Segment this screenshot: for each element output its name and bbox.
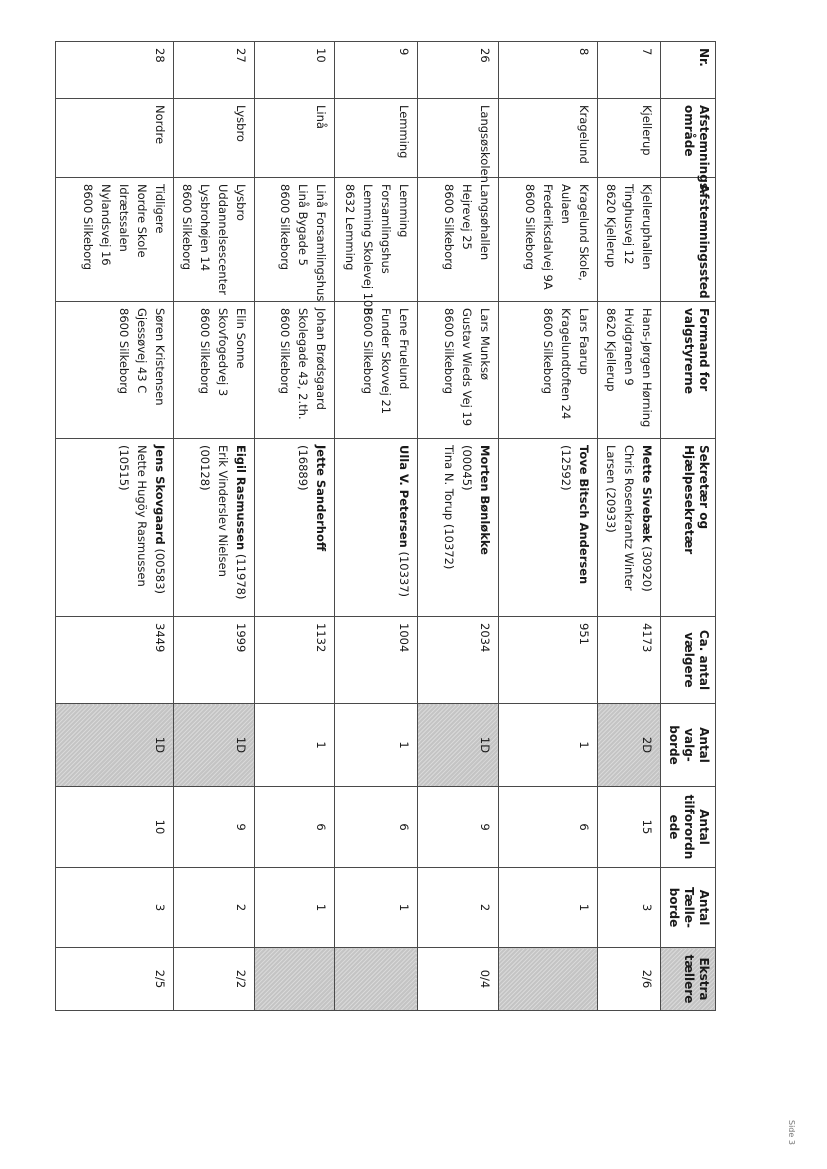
cell-formand: Lars Munksø Gustav Wieds Vej 19 8600 Silkeborg	[418, 302, 499, 439]
cell-ekstra-taellere: 2/5	[56, 948, 174, 1011]
cell-valgborde: 1D	[418, 704, 499, 787]
cell-valgborde: 1	[255, 704, 335, 787]
cell-omraade: Linå	[255, 99, 335, 178]
header-afstemningsomraade: Afstemnings- område	[661, 99, 716, 178]
cell-sekretaer: Jette Sanderhoff (16889)	[255, 439, 335, 617]
table-row	[255, 42, 335, 1129]
cell-vaelgere: 3449	[56, 617, 174, 704]
cell-tilforordnede: 6	[499, 787, 598, 868]
header-taelleborde: Antal Tælle- borde	[661, 868, 716, 948]
header-afstemningssted: Afstemningssted	[661, 178, 716, 302]
cell-omraade: Kjellerup	[598, 99, 661, 178]
cell-vaelgere: 1132	[255, 617, 335, 704]
cell-valgborde: 1	[335, 704, 418, 787]
cell-sekretaer: Eigil Rasmussen (11978) Erik Vinderslev Nielsen (00128)	[174, 439, 255, 617]
cell-tilforordnede: 15	[598, 787, 661, 868]
cell-vaelgere: 1004	[335, 617, 418, 704]
cell-valgborde: 1D	[174, 704, 255, 787]
cell-tilforordnede: 10	[56, 787, 174, 868]
cell-nr: 10	[255, 42, 335, 99]
header-formand: Formand for valgstyrerne	[661, 302, 716, 439]
cell-sekretaer: Ulla V. Petersen (10337)	[335, 439, 418, 617]
cell-taelleborde: 3	[598, 868, 661, 948]
cell-formand: Lene Fruelund Funder Skovvej 21 8600 Silkeborg	[335, 302, 418, 439]
table-row	[56, 42, 174, 1129]
cell-omraade: Kragelund	[499, 99, 598, 178]
cell-valgborde: 2D	[598, 704, 661, 787]
cell-taelleborde: 2	[174, 868, 255, 948]
cell-afstemningssted: Lemming Forsamlingshus Lemming Skolevej 10B 8632 Lemming	[335, 178, 418, 302]
cell-nr: 27	[174, 42, 255, 99]
cell-vaelgere: 1999	[174, 617, 255, 704]
cell-ekstra-taellere: 2/6	[598, 948, 661, 1011]
cell-vaelgere: 951	[499, 617, 598, 704]
cell-taelleborde: 1	[499, 868, 598, 948]
cell-formand: Johan Brødsgaard Skolegade 43, 2.th. 8600 Silkeborg	[255, 302, 335, 439]
table-row	[598, 42, 661, 1129]
cell-afstemningssted: Tidligere Nordre Skole Idrætssalen Nylandsvej 16 8600 Silkeborg	[56, 178, 174, 302]
cell-valgborde: 1	[499, 704, 598, 787]
header-ekstra-taellere: Ekstra tællere	[661, 948, 716, 1011]
cell-tilforordnede: 6	[255, 787, 335, 868]
cell-nr: 7	[598, 42, 661, 99]
table-row	[335, 42, 418, 1129]
cell-omraade: Lysbro	[174, 99, 255, 178]
header-nr: Nr.	[661, 42, 716, 99]
cell-tilforordnede: 9	[418, 787, 499, 868]
cell-taelleborde: 1	[335, 868, 418, 948]
cell-omraade: Nordre	[56, 99, 174, 178]
table-row	[174, 42, 255, 1129]
cell-formand: Elin Sonne Skovfogedvej 3 8600 Silkeborg	[174, 302, 255, 439]
cell-omraade: Lemming	[335, 99, 418, 178]
cell-nr: 26	[418, 42, 499, 99]
cell-nr: 9	[335, 42, 418, 99]
rotated-page-content	[81, 41, 716, 1128]
cell-vaelgere: 2034	[418, 617, 499, 704]
cell-sekretaer: Morten Bønløkke (00045) Tina N. Torup (10372)	[418, 439, 499, 617]
cell-sekretaer: Jens Skovgaard (00583) Nette Hugöy Rasmussen (10515)	[56, 439, 174, 617]
cell-sekretaer: Tove Bitsch Andersen (12592)	[499, 439, 598, 617]
cell-formand: Søren Kristensen Gjessøvej 43 C 8600 Silkeborg	[56, 302, 174, 439]
cell-sekretaer: Mette Sivebæk (30920) Chris Rosenkrantz Winter Larsen (20933)	[598, 439, 661, 617]
cell-taelleborde: 2	[418, 868, 499, 948]
cell-nr: 28	[56, 42, 174, 99]
cell-vaelgere: 4173	[598, 617, 661, 704]
header-sekretaer: Sekretær og Hjælpesekretær	[661, 439, 716, 617]
cell-valgborde: 1D	[56, 704, 174, 787]
cell-afstemningssted: Kragelund Skole, Aulaen Frederiksdalvej 9A 8600 Silkeborg	[499, 178, 598, 302]
cell-ekstra-taellere	[335, 948, 418, 1011]
cell-tilforordnede: 9	[174, 787, 255, 868]
header-tilforordnede: Antal tilforordn ede	[661, 787, 716, 868]
cell-afstemningssted: Linå Forsamlingshus Linå Bygade 5 8600 Silkeborg	[255, 178, 335, 302]
cell-ekstra-taellere	[255, 948, 335, 1011]
table-row	[499, 42, 598, 1129]
page-number: Side 3	[787, 1120, 796, 1145]
cell-taelleborde: 3	[56, 868, 174, 948]
cell-formand: Lars Faarup Kragelundtoften 24 8600 Silkeborg	[499, 302, 598, 439]
table-header-row	[661, 42, 716, 1129]
cell-ekstra-taellere: 0/4	[418, 948, 499, 1011]
header-valgborde: Antal valg- borde	[661, 704, 716, 787]
cell-afstemningssted: Kjelleruphallen Tinghusvej 12 8620 Kjellerup	[598, 178, 661, 302]
cell-taelleborde: 1	[255, 868, 335, 948]
cell-ekstra-taellere	[499, 948, 598, 1011]
cell-ekstra-taellere: 2/2	[174, 948, 255, 1011]
cell-formand: Hans-Jørgen Hørning Hvidgranen 9 8620 Kjellerup	[598, 302, 661, 439]
cell-afstemningssted: Langsøhallen Hejrevej 25 8600 Silkeborg	[418, 178, 499, 302]
table-row	[418, 42, 499, 1129]
header-vaelgere: Ca. antal vælgere	[661, 617, 716, 704]
cell-afstemningssted: Lysbro Uddannelsescenter Lysbrohøjen 14 8600 Silkeborg	[174, 178, 255, 302]
cell-nr: 8	[499, 42, 598, 99]
cell-omraade: Langsøskolen	[418, 99, 499, 178]
cell-tilforordnede: 6	[335, 787, 418, 868]
polling-stations-table	[55, 41, 716, 1129]
